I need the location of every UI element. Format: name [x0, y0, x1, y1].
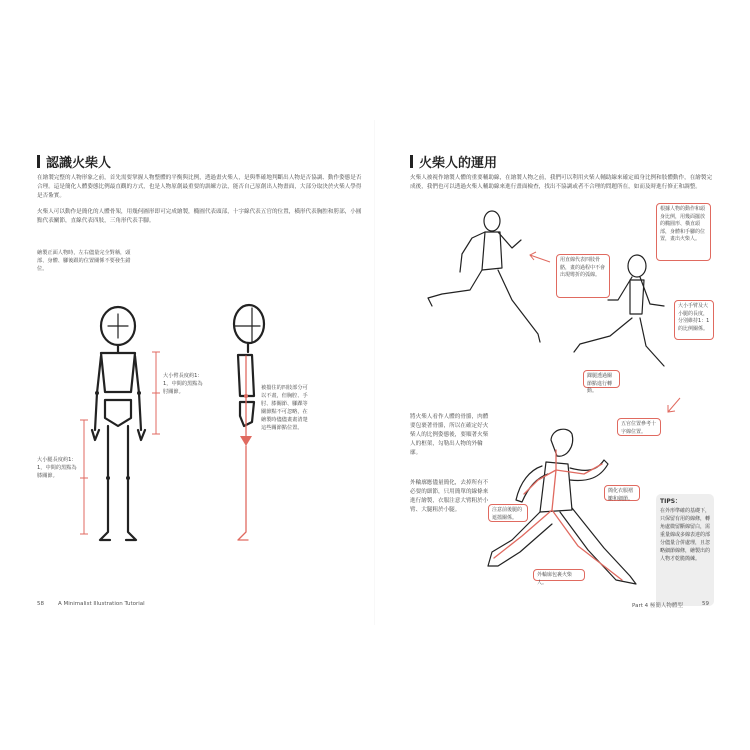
side-view-note: 被擋住的四肢部分可以不畫，但胸腔、手肘、膝關節、腳踝等關節點不可忽略，在繪製時儘儘畫畫清楚這些關節點位置。	[261, 385, 308, 431]
left-intro-paragraph: 在繪製完整的人物形象之前，首先需要掌握人物整體的平衡與比例，透過畫火柴人，是與準確地判斷出人物是否協調、動作姿態是否合理。這是簡化人體姿態比例最直觀的方式，也是人物原創最重要的訓練方法，能否自己原創出人物畫面，大部分取決於火柴人學得是否紮實。	[37, 175, 362, 199]
callout-box-leg-overlap: 注意前後腿的遮擋關係。	[488, 504, 528, 522]
right-intro-paragraph: 火柴人被視作繪製人體的重要輔助線，在繪製人物之前，我們可以利用火柴人輔助線來確定頭身比例和肢體動作，在繪製完成後，我們也可以透過火柴人輔助線來進行畫面檢查，找出不協調或者不合理的問題所在，如而及時進行修正和調整。	[410, 175, 713, 190]
callout-box-limb-ratio: 大小手臂及大小腿的長度，分別維持1：1的比例關係。	[674, 300, 714, 340]
left-footer-book-title: A Minimalist Illustration Tutorial	[58, 601, 145, 607]
right-footer-page-number: 59	[702, 601, 709, 607]
tips-title: TIPS：	[660, 498, 682, 505]
left-structure-paragraph: 火柴人可以動作是簡化的人體骨架，用幾何圖形即可完成繪製，橢圓代表頭部，十字線代表五官的位置，橫形代表胸腔和胯部，小圓點代表關節，直線代表四肢，三角形代表手腳。	[37, 209, 362, 224]
left-footer-page-number: 58	[37, 601, 44, 607]
callout-box-head-proportion: 根據人物的動作和頭身比例，用幾面擺放的橢圓形、橫直頭部，身體和手腳的位置，畫出火柴人。	[656, 203, 711, 261]
callout-box-facial-cross: 五官位置參考十字線位置。	[617, 418, 661, 436]
front-view-note: 繪製正面人物時，左右儘量完全對稱，頭部、身體、腳後跟的位置關係不要發生錯位。	[37, 250, 131, 272]
right-page-title: 火柴人的運用	[410, 152, 497, 171]
callout-box-joint-rotation: 踝腿透過關節點進行轉動。	[583, 370, 620, 388]
callout-box-simplify-folds: 簡化衣服褶皺和細節。	[604, 485, 640, 501]
simplify-paragraph: 外輪廓應儘量簡化，去掉所有不必要的細節，只用簡單的線條來進行繪製，衣服注意大臂粗於小臂、大腿粗於小腿。	[410, 480, 489, 513]
tips-box	[656, 494, 714, 606]
right-footer-part: Part 4 極簡人物體型	[632, 603, 683, 609]
callout-box-outline-wrap: 外輪廓包裹火柴人。	[533, 569, 585, 581]
left-page-title: 認識火柴人	[37, 152, 111, 171]
leg-proportion-note: 大小腿長度約1：1，中間的黑點為膝關節。	[37, 457, 77, 479]
tips-body: 在外形準確的基礎下，只保留有用的線條，轉角處微留斷線留白，需重量線或多線表達的部分儘量合併處理，且忽略細節線條，繪製出的人物才乾脆簡練。	[660, 508, 711, 562]
arm-proportion-note: 大小臂長度約1：1，中間的黑點為肘關節。	[163, 373, 203, 395]
outline-paragraph: 將火柴人看作人體的骨骼，肉體要包裹著骨骼，所以在確定好火柴人的比例姿態後，要順著火柴人的框架，勾勒出人物的外輪廓。	[410, 414, 489, 456]
callout-box-straight-limbs: 用直線代表四肢骨骼，畫的過程中不會出現彎折的弧線。	[556, 254, 610, 298]
